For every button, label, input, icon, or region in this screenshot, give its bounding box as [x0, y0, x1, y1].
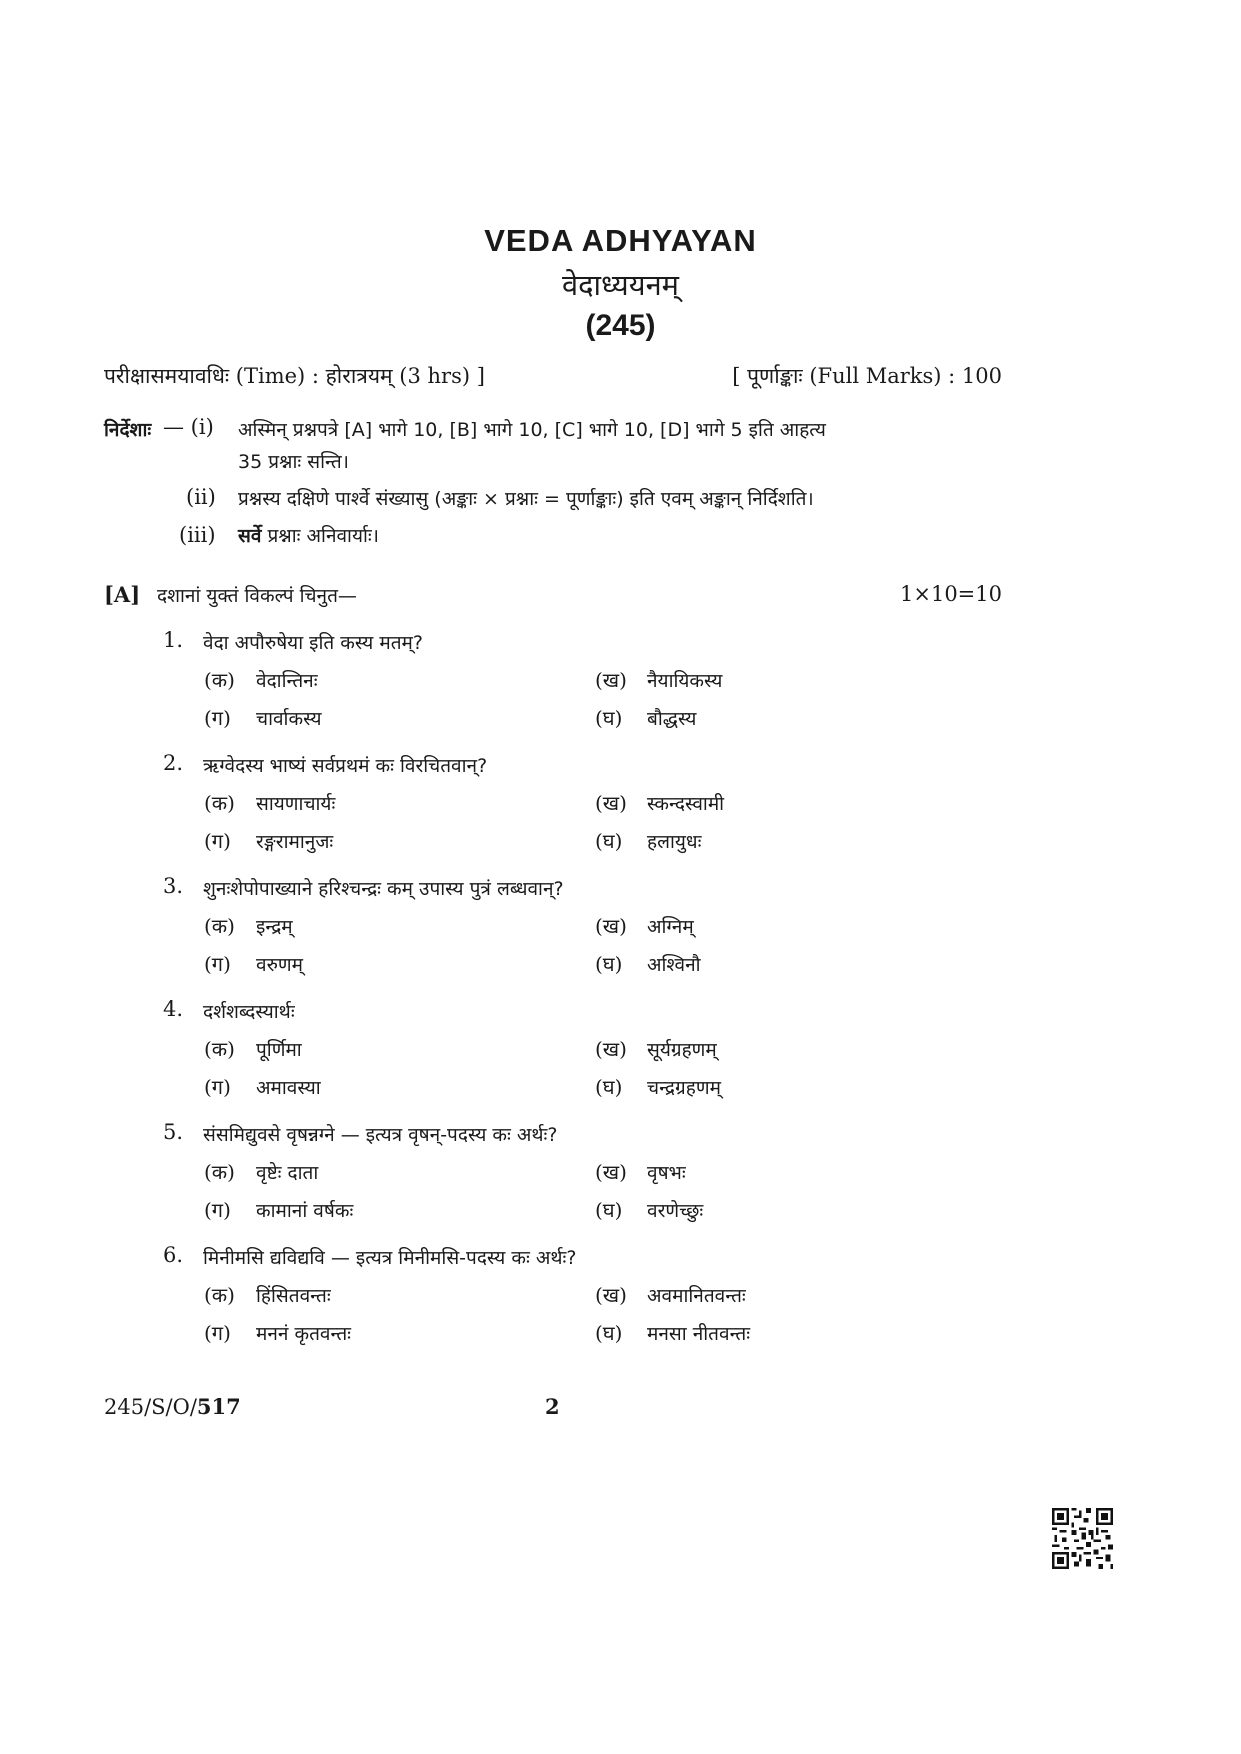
section-a-label: [A]	[104, 582, 141, 607]
option-label: (घ)	[595, 1075, 623, 1099]
paper-code-prefix: 245/S/O/	[104, 1395, 197, 1419]
option-label: (घ)	[595, 706, 623, 730]
page-number: 2	[545, 1394, 560, 1419]
instruction-i-line1: अस्मिन् प्रश्नपत्रे [A] भागे 10, [B] भागे 10, [C] भागे 10, [D] भागे 5 इति आहत्य	[238, 419, 826, 441]
option-text: मनसा नीतवन्तः	[647, 1323, 751, 1345]
question-number: 4.	[163, 997, 184, 1021]
option-text: बौद्धस्य	[647, 708, 697, 730]
full-marks-info: [ पूर्णाङ्काः (Full Marks) : 100	[732, 364, 1002, 388]
option-label: (ख)	[595, 791, 627, 815]
option-label: (ग)	[204, 1321, 231, 1345]
instruction-iii-marker: (iii)	[179, 523, 216, 547]
option-label: (ग)	[204, 952, 231, 976]
paper-code	[104, 1394, 241, 1419]
option-text: वृष्टेः दाता	[256, 1162, 319, 1184]
option-text: वृषभः	[647, 1162, 686, 1184]
option-label: (घ)	[595, 952, 623, 976]
question-text: मिनीमसि द्यविद्यवि — इत्यत्र मिनीमसि-पदस्य कः अर्थः?	[203, 1247, 577, 1269]
question-number: 1.	[163, 628, 184, 652]
instruction-iii-text	[238, 522, 379, 548]
option-label: (क)	[204, 668, 235, 692]
page-subtitle: वेदाध्ययनम्	[561, 268, 679, 302]
option-text: वेदान्तिनः	[256, 670, 318, 692]
instruction-iii-rest: प्रश्नाः अनिवार्याः।	[267, 525, 379, 547]
option-label: (क)	[204, 791, 235, 815]
option-text: रङ्गरामानुजः	[256, 831, 334, 853]
question-number: 6.	[163, 1243, 184, 1267]
option-text: कामानां वर्षकः	[256, 1200, 354, 1222]
option-label: (क)	[204, 914, 235, 938]
instruction-i-line2: 35 प्रश्नाः सन्ति।	[238, 451, 349, 473]
option-text: चन्द्रग्रहणम्	[647, 1077, 721, 1099]
option-label: (ख)	[595, 1283, 627, 1307]
instructions-heading: निर्देशाः	[104, 419, 152, 441]
instruction-ii-marker: (ii)	[186, 485, 216, 509]
question-number: 3.	[163, 874, 184, 898]
option-text: अश्विनौ	[647, 954, 701, 976]
subject-code: (245)	[585, 309, 656, 342]
question-text: वेदा अपौरुषेया इति कस्य मतम्?	[203, 632, 423, 654]
question-text: ऋग्वेदस्य भाष्यं सर्वप्रथमं कः विरचितवान्?	[203, 755, 488, 777]
option-label: (ख)	[595, 668, 627, 692]
option-label: (घ)	[595, 1321, 623, 1345]
qr-code	[1052, 1508, 1113, 1569]
question-text: दर्शशब्दस्यार्थः	[203, 1001, 295, 1023]
option-label: (घ)	[595, 829, 623, 853]
option-label: (ख)	[595, 1160, 627, 1184]
option-text: मननं कृतवन्तः	[256, 1323, 351, 1345]
question-number: 2.	[163, 751, 184, 775]
option-text: इन्द्रम्	[256, 916, 293, 938]
option-text: पूर्णिमा	[256, 1039, 302, 1061]
option-text: अग्निम्	[647, 916, 694, 938]
option-text: वरुणम्	[256, 954, 304, 976]
option-label: (ग)	[204, 829, 231, 853]
paper-code-number: 517	[196, 1394, 241, 1419]
option-text: सूर्यग्रहणम्	[647, 1039, 717, 1061]
section-a-instruction: दशानां युक्तं विकल्पं चिनुत—	[157, 585, 357, 607]
option-label: (ख)	[595, 1037, 627, 1061]
option-text: हलायुधः	[647, 831, 702, 853]
option-label: (क)	[204, 1037, 235, 1061]
option-text: अवमानितवन्तः	[647, 1285, 746, 1307]
option-text: हिंसितवन्तः	[256, 1285, 331, 1307]
option-text: वरणेच्छुः	[647, 1200, 704, 1222]
option-label: (क)	[204, 1160, 235, 1184]
option-label: (ग)	[204, 1075, 231, 1099]
option-label: (क)	[204, 1283, 235, 1307]
option-label: (ग)	[204, 1198, 231, 1222]
option-text: चार्वाकस्य	[256, 708, 322, 730]
option-text: स्कन्दस्वामी	[647, 793, 725, 815]
option-text: नैयायिकस्य	[647, 670, 723, 692]
option-text: सायणाचार्यः	[256, 793, 336, 815]
option-text: अमावस्या	[256, 1077, 321, 1099]
option-label: (ख)	[595, 914, 627, 938]
instruction-i-marker: — (i)	[163, 415, 214, 439]
page-title: VEDA ADHYAYAN	[484, 223, 757, 258]
instruction-iii-bold: सर्वे	[238, 525, 262, 547]
time-info: परीक्षासमयावधिः (Time) : होरात्रयम् (3 hrs) ]	[104, 364, 485, 388]
question-text: शुनःशेपोपाख्याने हरिश्चन्द्रः कम् उपास्य पुत्रं लब्धवान्?	[203, 878, 564, 900]
question-number: 5.	[163, 1120, 184, 1144]
question-text: संसमिद्युवसे वृषन्नग्ने — इत्यत्र वृषन्-पदस्य कः अर्थः?	[203, 1124, 558, 1146]
instruction-ii-text: प्रश्नस्य दक्षिणे पार्श्वे संख्यासु (अङ्काः × प्रश्नाः = पूर्णाङ्काः) इति एवम् अङ्कान् निर्दिशति।	[238, 488, 814, 510]
section-a-marks: 1×10=10	[900, 582, 1002, 606]
option-label: (ग)	[204, 706, 231, 730]
option-label: (घ)	[595, 1198, 623, 1222]
